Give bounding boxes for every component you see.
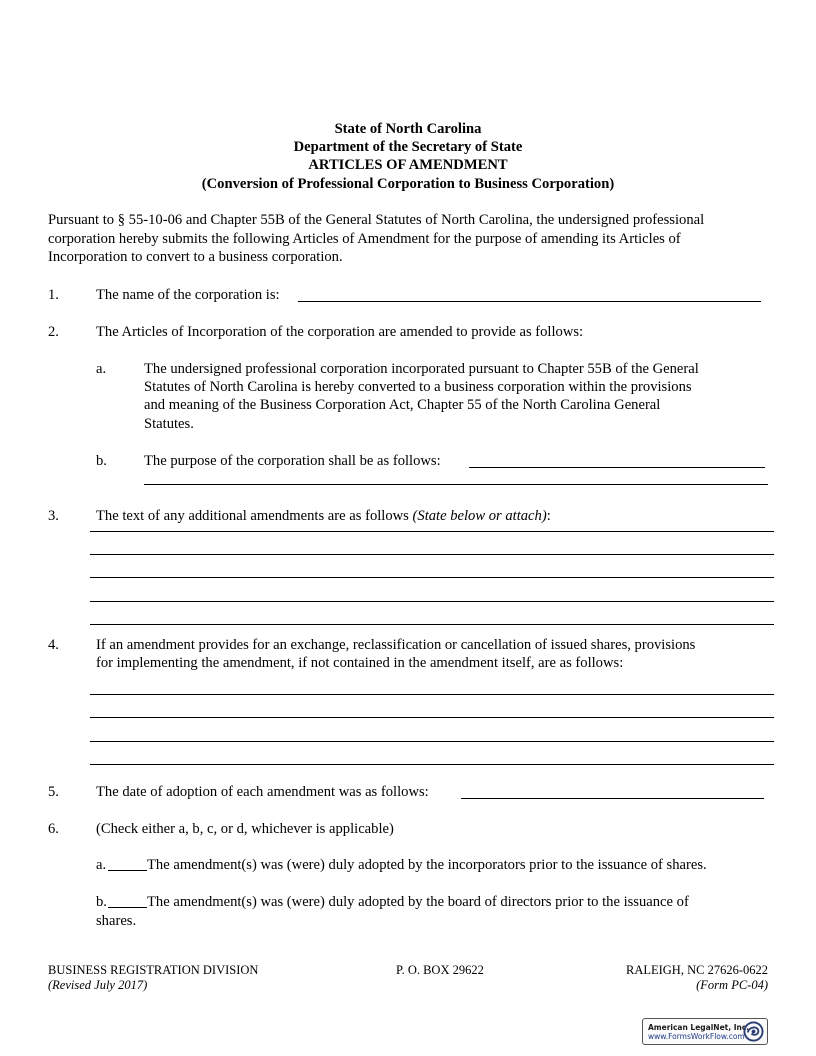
header-department: Department of the Secretary of State: [293, 139, 523, 155]
purpose-field-line-2[interactable]: [144, 484, 768, 485]
item-5-number: 5.: [48, 784, 59, 800]
item-4-line-2: for implementing the amendment, if not contained in the amendment itself, are as follows:: [96, 655, 624, 671]
footer-division: BUSINESS REGISTRATION DIVISION: [48, 963, 259, 977]
item-6-number: 6.: [48, 821, 59, 837]
item-2b-label: b.: [96, 453, 107, 469]
item-6a-check-field[interactable]: [108, 870, 147, 871]
header-state: State of North Carolina: [334, 121, 482, 137]
item-2-number: 2.: [48, 324, 59, 340]
header-title: ARTICLES OF AMENDMENT: [308, 157, 508, 173]
item-6-label: (Check either a, b, c, or d, whichever is applicable): [96, 821, 394, 837]
purpose-field-line-1[interactable]: [469, 467, 765, 468]
badge-site-link[interactable]: www.FormsWorkFlow.com: [648, 1032, 745, 1041]
intro-line-2: corporation hereby submits the following Articles of Amendment for the purpose of amending its Articles of: [48, 231, 681, 247]
adoption-date-field[interactable]: [461, 798, 764, 799]
provisions-field-line-3[interactable]: [90, 741, 774, 742]
header-subtitle: (Conversion of Professional Corporation to Business Corporation): [201, 176, 615, 192]
amendments-field-line-5[interactable]: [90, 624, 774, 625]
item-6b-check-field[interactable]: [108, 907, 147, 908]
item-6b-line-1: The amendment(s) was (were) duly adopted by the board of directors prior to the issuance of: [147, 894, 689, 910]
intro-line-3: Incorporation to convert to a business corporation.: [48, 249, 343, 265]
swirl-logo-icon: [743, 1021, 764, 1042]
amendments-field-line-4[interactable]: [90, 601, 774, 602]
item-3-label: [96, 507, 551, 526]
provisions-field-line-1[interactable]: [90, 694, 774, 695]
item-2b-text: The purpose of the corporation shall be as follows:: [144, 453, 441, 469]
item-2a-label: a.: [96, 361, 107, 377]
provisions-field-line-4[interactable]: [90, 764, 774, 765]
item-4-line-1: If an amendment provides for an exchange, reclassification or cancellation of issued shares, provisions: [96, 637, 696, 653]
item-3-colon: :: [546, 508, 551, 524]
footer-city: RALEIGH, NC 27626-0622: [625, 963, 768, 977]
item-2a-line-4: Statutes.: [144, 416, 194, 432]
provisions-field-line-2[interactable]: [90, 717, 774, 718]
legalnet-badge[interactable]: [642, 1018, 768, 1045]
amendments-field-line-2[interactable]: [90, 554, 774, 555]
item-3-number: 3.: [48, 508, 59, 524]
footer-revised: (Revised July 2017): [48, 978, 148, 992]
item-6b-label: b.: [96, 894, 107, 910]
item-6b-line-2: shares.: [96, 913, 137, 929]
footer-form-number: (Form PC-04): [696, 978, 768, 992]
item-3-text: The text of any additional amendments are as follows: [96, 508, 409, 524]
item-4-number: 4.: [48, 637, 59, 653]
amendments-field-line-3[interactable]: [90, 577, 774, 578]
item-6a-text: The amendment(s) was (were) duly adopted by the incorporators prior to the issuance of shares.: [147, 857, 707, 873]
corporation-name-field[interactable]: [298, 301, 761, 302]
badge-company: American LegalNet, Inc.: [648, 1023, 750, 1032]
item-2a-line-3: and meaning of the Business Corporation Act, Chapter 55 of the North Carolina General: [144, 397, 661, 413]
item-2a-line-1: The undersigned professional corporation incorporated pursuant to Chapter 55B of the General: [144, 361, 699, 377]
item-1-number: 1.: [48, 287, 59, 303]
intro-line-1: Pursuant to § 55-10-06 and Chapter 55B of the General Statutes of North Carolina, the undersigned professional: [48, 212, 705, 228]
item-1-label: The name of the corporation is:: [96, 287, 280, 303]
item-6a-label: a.: [96, 857, 107, 873]
item-2a-line-2: Statutes of North Carolina is hereby converted to a business corporation within the provisions: [144, 379, 692, 395]
item-5-label: The date of adoption of each amendment was as follows:: [96, 784, 429, 800]
item-2-label: The Articles of Incorporation of the corporation are amended to provide as follows:: [96, 324, 584, 340]
item-3-note: (State below or attach): [412, 508, 547, 524]
amendments-field-line-1[interactable]: [90, 531, 774, 532]
footer-po-box: P. O. BOX 29622: [396, 963, 484, 977]
